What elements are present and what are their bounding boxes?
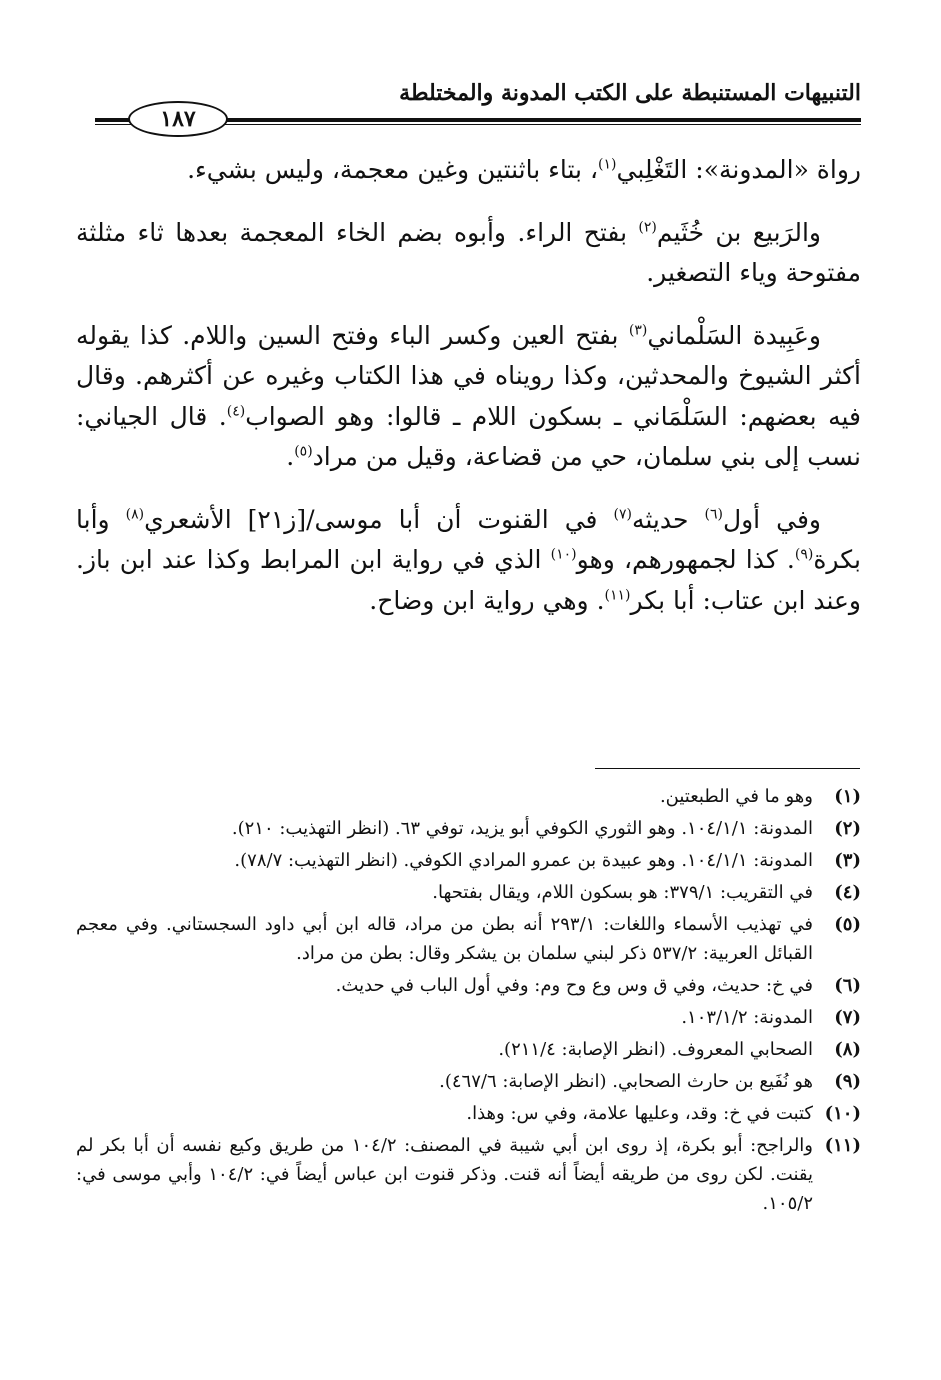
footnote-number: (١٠) [824, 1103, 861, 1124]
text-run: والرَبيع بن خُثَيم [656, 217, 821, 247]
footnote-number: (٧) [834, 1007, 861, 1028]
footnote-item [76, 1035, 861, 1064]
footnote-ref[interactable]: (١) [598, 156, 617, 173]
footnote-number: (٢) [834, 818, 861, 839]
footnote-text: في التقريب: ٣٧٩/١: هو بسكون اللام، ويقال بفتحها. [432, 882, 813, 903]
footnote-text: في خ: حديث، وفي ق وس وع وح وم: وفي أول الباب في حديث. [335, 975, 813, 996]
footnote-ref[interactable]: (٨) [125, 506, 145, 523]
footnote-item [76, 878, 861, 907]
text-run: بفتح العين وكسر الباء وفتح السين واللام. كذا يقوله أكثر الشيوخ والمحدثين، وكذا رويناه في هذا الكتاب وغيره عن أكثرهم. وقال فيه بعضهم: السَلْمَاني ـ بسكون اللام ـ قالوا: وهو الصواب [76, 320, 861, 431]
footnote-ref[interactable]: (٥) [294, 443, 313, 460]
paragraph-2 [76, 213, 861, 294]
paragraph-4 [76, 500, 861, 622]
footnote-number: (٩) [834, 1071, 861, 1092]
footnote-ref[interactable]: (٩) [794, 546, 814, 563]
footnote-number: (١) [834, 786, 861, 807]
page-number: ١٨٧ [160, 106, 196, 132]
footnote-text: الصحابي المعروف. (انظر الإصابة: ٢١١/٤). [498, 1039, 813, 1060]
footnote-ref[interactable]: (٤) [226, 403, 246, 420]
text-run: وأبا بكرة [76, 504, 861, 574]
footnote-text: المدونة: ١٠٤/١/١. وهو الثوري الكوفي أبو يزيد، توفي ٦٣. (انظر التهذيب: ٢١٠). [231, 818, 813, 839]
footnote-text: كتبت في خ: وقد، وعليها علامة، وفي س: وهذا. [466, 1103, 813, 1124]
footnote-text: والراجح: أبو بكرة، إذ روى ابن أبي شيبة في المصنف: ١٠٤/٢ من طريق وكيع نفسه أن أبا بكر لم يقنت. لكن روى من طريقه أيضاً أنه قنت. وذكر قنوت ابن عباس أيضاً في: ١٠٤/٢ وأبي موسى في: ١٠٥/٢. [76, 1135, 813, 1214]
footnote-text: هو نُفَيع بن حارث الصحابي. (انظر الإصابة: ٤٦٧/٦). [439, 1071, 813, 1092]
footnote-number: (٣) [834, 850, 861, 871]
text-run: . قال الجياني: نسب إلى بني سلمان، حي من قضاعة، وقيل من مراد [76, 401, 861, 471]
text-run: . [286, 442, 295, 471]
text-run: . كذا لجمهورهم، وهو [576, 545, 795, 574]
footnote-item [76, 971, 861, 1000]
footnote-item [76, 846, 861, 875]
footnote-ref[interactable]: (١٠) [550, 546, 577, 563]
paragraph-1 [76, 150, 861, 191]
text-run: في القنوت أن أبا موسى/[ز٢١] الأشعري [144, 504, 614, 534]
footnote-item [76, 782, 861, 811]
text-run: بفتح الراء. وأبوه بضم الخاء المعجمة بعدها ثاء مثلثة مفتوحة وياء التصغير. [76, 217, 861, 287]
text-run: ، بتاء باثنتين وغين معجمة، وليس بشيء. [187, 155, 599, 184]
footnote-number: (٥) [834, 914, 861, 935]
footnote-number: (٤) [834, 882, 861, 903]
footnotes [76, 782, 861, 1221]
footnote-number: (٦) [834, 975, 861, 996]
footnote-separator [595, 768, 860, 769]
footnote-item [76, 1131, 861, 1218]
footnote-ref[interactable]: (٦) [704, 506, 723, 523]
footnote-item [76, 1099, 861, 1128]
footnote-item [76, 814, 861, 843]
footnote-text: المدونة: ١٠٤/١/١. وهو عبيدة بن عمرو المرادي الكوفي. (انظر التهذيب: ٧٨/٧). [234, 850, 813, 871]
footnote-ref[interactable]: (١١) [604, 587, 631, 604]
footnote-ref[interactable]: (٧) [613, 506, 632, 523]
text-run: وعَبِيدة السَلْماني [647, 320, 821, 350]
footnote-number: (٨) [834, 1039, 861, 1060]
text-run: وفي أول [722, 504, 821, 534]
footnote-ref[interactable]: (٢) [638, 219, 657, 236]
text-run: رواة «المدونة»: التَغْلِبي [616, 155, 861, 184]
footnote-item [76, 1003, 861, 1032]
page-number-badge [128, 101, 228, 137]
footnote-text: المدونة: ١٠٣/١/٢. [681, 1007, 813, 1028]
footnote-ref[interactable]: (٣) [628, 322, 648, 339]
paragraph-3 [76, 316, 861, 478]
footnote-number: (١١) [824, 1135, 861, 1156]
footnote-item [76, 910, 861, 968]
text-run: الذي في رواية ابن المرابط وكذا عند ابن باز. وعند ابن عتاب: أبا بكر [76, 545, 861, 615]
text-run: حديثه [631, 504, 705, 534]
running-header-title: التنبيهات المستنبطة على الكتب المدونة والمختلطة [399, 80, 861, 106]
footnote-text: في تهذيب الأسماء واللغات: ٢٩٣/١ أنه بطن من مراد، قاله ابن أبي داود السجستاني. وفي معجم القبائل العربية: ٥٣٧/٢ ذكر لبني سلمان بن يشكر وقال: بطن من مراد. [76, 914, 814, 964]
footnote-item [76, 1067, 861, 1096]
text-run: . وهي رواية ابن وضاح. [369, 585, 605, 615]
main-text [76, 150, 861, 643]
footnote-text: وهو ما في الطبعتين. [659, 786, 813, 807]
